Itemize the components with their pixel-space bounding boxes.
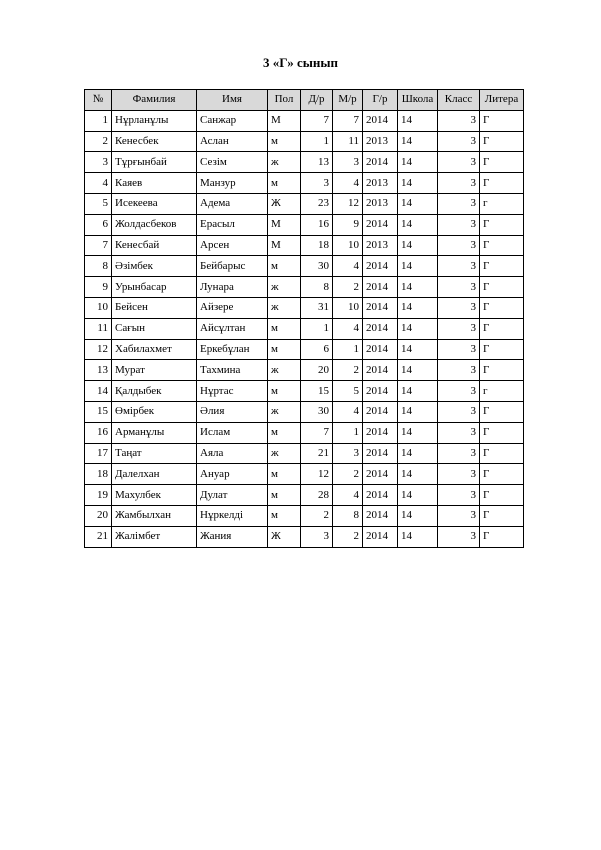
cell-number: 2 (85, 131, 112, 152)
table-row (85, 152, 524, 173)
cell-birth-day: 12 (301, 464, 333, 485)
cell-birth-month: 2 (333, 360, 363, 381)
cell-birth-day: 30 (301, 401, 333, 422)
page-title: 3 «Г» сынып (263, 55, 338, 70)
cell-letter: Г (480, 443, 524, 464)
cell-class: 3 (438, 152, 480, 173)
cell-name: Адема (197, 193, 268, 214)
cell-birth-day: 7 (301, 422, 333, 443)
cell-birth-year: 2014 (363, 256, 398, 277)
cell-surname: Кенесбек (112, 131, 197, 152)
cell-sex: М (268, 110, 301, 131)
cell-class: 3 (438, 526, 480, 547)
cell-sex: м (268, 339, 301, 360)
cell-name: Бейбарыс (197, 256, 268, 277)
cell-number: 16 (85, 422, 112, 443)
cell-class: 3 (438, 131, 480, 152)
cell-school: 14 (398, 381, 438, 402)
cell-class: 3 (438, 173, 480, 194)
cell-class: 3 (438, 464, 480, 485)
cell-sex: м (268, 464, 301, 485)
cell-name: Арсен (197, 235, 268, 256)
cell-name: Лунара (197, 277, 268, 298)
cell-birth-day: 30 (301, 256, 333, 277)
cell-number: 10 (85, 297, 112, 318)
table-row (85, 401, 524, 422)
cell-sex: м (268, 256, 301, 277)
cell-school: 14 (398, 110, 438, 131)
cell-sex: ж (268, 401, 301, 422)
cell-surname: Кенесбай (112, 235, 197, 256)
cell-birth-month: 4 (333, 318, 363, 339)
cell-school: 14 (398, 152, 438, 173)
column-header-birth-year: Г/р (363, 90, 398, 111)
cell-birth-day: 28 (301, 485, 333, 506)
cell-surname: Бейсен (112, 297, 197, 318)
table-row (85, 131, 524, 152)
cell-school: 14 (398, 318, 438, 339)
table-row (85, 381, 524, 402)
cell-letter: Г (480, 235, 524, 256)
cell-name: Санжар (197, 110, 268, 131)
cell-birth-year: 2014 (363, 464, 398, 485)
table-row (85, 339, 524, 360)
cell-letter: Г (480, 131, 524, 152)
cell-birth-year: 2013 (363, 193, 398, 214)
cell-surname: Исекеева (112, 193, 197, 214)
cell-number: 1 (85, 110, 112, 131)
cell-number: 5 (85, 193, 112, 214)
cell-sex: м (268, 131, 301, 152)
cell-surname: Таңат (112, 443, 197, 464)
table-row (85, 485, 524, 506)
cell-school: 14 (398, 193, 438, 214)
cell-birth-day: 3 (301, 173, 333, 194)
cell-class: 3 (438, 193, 480, 214)
cell-name: Ерасыл (197, 214, 268, 235)
cell-birth-month: 3 (333, 443, 363, 464)
cell-class: 3 (438, 485, 480, 506)
cell-surname: Жалімбет (112, 526, 197, 547)
cell-class: 3 (438, 110, 480, 131)
column-header-surname: Фамилия (112, 90, 197, 111)
cell-surname: Өмірбек (112, 401, 197, 422)
cell-sex: м (268, 485, 301, 506)
cell-birth-month: 11 (333, 131, 363, 152)
cell-school: 14 (398, 297, 438, 318)
cell-class: 3 (438, 318, 480, 339)
cell-letter: Г (480, 110, 524, 131)
column-header-letter: Литера (480, 90, 524, 111)
cell-surname: Жамбылхан (112, 505, 197, 526)
cell-birth-day: 23 (301, 193, 333, 214)
cell-birth-month: 4 (333, 485, 363, 506)
cell-birth-year: 2014 (363, 526, 398, 547)
cell-birth-day: 8 (301, 277, 333, 298)
cell-letter: Г (480, 526, 524, 547)
cell-letter: Г (480, 214, 524, 235)
table-row (85, 464, 524, 485)
cell-birth-year: 2014 (363, 401, 398, 422)
cell-number: 13 (85, 360, 112, 381)
cell-number: 15 (85, 401, 112, 422)
cell-school: 14 (398, 173, 438, 194)
cell-school: 14 (398, 256, 438, 277)
cell-class: 3 (438, 339, 480, 360)
cell-birth-day: 16 (301, 214, 333, 235)
cell-name: Ислам (197, 422, 268, 443)
cell-surname: Нұрланұлы (112, 110, 197, 131)
cell-birth-year: 2014 (363, 505, 398, 526)
cell-number: 12 (85, 339, 112, 360)
cell-name: Әлия (197, 401, 268, 422)
column-header-sex: Пол (268, 90, 301, 111)
cell-school: 14 (398, 443, 438, 464)
cell-birth-month: 1 (333, 422, 363, 443)
header-row (85, 90, 524, 111)
cell-name: Сезім (197, 152, 268, 173)
cell-surname: Каяев (112, 173, 197, 194)
cell-letter: Г (480, 297, 524, 318)
cell-number: 9 (85, 277, 112, 298)
cell-letter: Г (480, 318, 524, 339)
cell-name: Айсұлтан (197, 318, 268, 339)
cell-letter: Г (480, 505, 524, 526)
cell-sex: М (268, 214, 301, 235)
cell-class: 3 (438, 214, 480, 235)
cell-number: 8 (85, 256, 112, 277)
cell-surname: Қалдыбек (112, 381, 197, 402)
cell-name: Дулат (197, 485, 268, 506)
cell-name: Жания (197, 526, 268, 547)
cell-class: 3 (438, 360, 480, 381)
cell-birth-month: 4 (333, 256, 363, 277)
cell-letter: Г (480, 360, 524, 381)
cell-birth-day: 21 (301, 443, 333, 464)
column-header-name: Имя (197, 90, 268, 111)
table-row (85, 318, 524, 339)
cell-class: 3 (438, 381, 480, 402)
cell-birth-day: 15 (301, 381, 333, 402)
cell-birth-year: 2014 (363, 422, 398, 443)
cell-surname: Махулбек (112, 485, 197, 506)
cell-birth-year: 2014 (363, 277, 398, 298)
cell-name: Манзур (197, 173, 268, 194)
cell-number: 11 (85, 318, 112, 339)
cell-sex: М (268, 235, 301, 256)
table-row (85, 526, 524, 547)
cell-birth-day: 1 (301, 131, 333, 152)
cell-school: 14 (398, 339, 438, 360)
cell-number: 21 (85, 526, 112, 547)
column-header-birth-day: Д/р (301, 90, 333, 111)
table-row (85, 277, 524, 298)
cell-surname: Мурат (112, 360, 197, 381)
cell-number: 7 (85, 235, 112, 256)
cell-birth-day: 31 (301, 297, 333, 318)
cell-birth-day: 18 (301, 235, 333, 256)
cell-birth-month: 9 (333, 214, 363, 235)
table-row (85, 505, 524, 526)
cell-sex: м (268, 318, 301, 339)
cell-number: 6 (85, 214, 112, 235)
cell-letter: Г (480, 173, 524, 194)
cell-surname: Әзімбек (112, 256, 197, 277)
cell-sex: Ж (268, 193, 301, 214)
cell-birth-day: 2 (301, 505, 333, 526)
cell-letter: г (480, 193, 524, 214)
table-header (85, 90, 524, 111)
cell-class: 3 (438, 422, 480, 443)
cell-birth-year: 2013 (363, 173, 398, 194)
cell-surname: Арманұлы (112, 422, 197, 443)
cell-name: Аслан (197, 131, 268, 152)
cell-school: 14 (398, 277, 438, 298)
cell-birth-day: 7 (301, 110, 333, 131)
cell-birth-month: 4 (333, 401, 363, 422)
cell-number: 20 (85, 505, 112, 526)
cell-birth-year: 2014 (363, 110, 398, 131)
cell-school: 14 (398, 485, 438, 506)
table-row (85, 297, 524, 318)
cell-sex: м (268, 505, 301, 526)
cell-birth-month: 4 (333, 173, 363, 194)
cell-class: 3 (438, 505, 480, 526)
cell-name: Ануар (197, 464, 268, 485)
cell-letter: Г (480, 256, 524, 277)
cell-school: 14 (398, 131, 438, 152)
table-row (85, 256, 524, 277)
cell-school: 14 (398, 505, 438, 526)
cell-birth-month: 2 (333, 464, 363, 485)
cell-sex: ж (268, 152, 301, 173)
cell-sex: м (268, 173, 301, 194)
column-header-birth-month: М/р (333, 90, 363, 111)
table-body (85, 110, 524, 547)
cell-birth-day: 1 (301, 318, 333, 339)
cell-surname: Хабилахмет (112, 339, 197, 360)
cell-name: Нұркелді (197, 505, 268, 526)
table-row (85, 443, 524, 464)
cell-surname: Жолдасбеков (112, 214, 197, 235)
cell-surname: Далелхан (112, 464, 197, 485)
cell-name: Нұртас (197, 381, 268, 402)
column-header-school: Школа (398, 90, 438, 111)
cell-birth-year: 2013 (363, 235, 398, 256)
cell-sex: ж (268, 360, 301, 381)
column-header-number: № (85, 90, 112, 111)
cell-sex: м (268, 422, 301, 443)
cell-class: 3 (438, 277, 480, 298)
cell-birth-month: 2 (333, 526, 363, 547)
cell-birth-year: 2014 (363, 318, 398, 339)
cell-birth-day: 3 (301, 526, 333, 547)
cell-birth-year: 2014 (363, 297, 398, 318)
cell-surname: Урынбасар (112, 277, 197, 298)
cell-birth-month: 2 (333, 277, 363, 298)
cell-name: Айзере (197, 297, 268, 318)
cell-surname: Сағын (112, 318, 197, 339)
cell-sex: м (268, 381, 301, 402)
cell-class: 3 (438, 256, 480, 277)
cell-letter: Г (480, 152, 524, 173)
cell-sex: Ж (268, 526, 301, 547)
column-header-class: Класс (438, 90, 480, 111)
cell-school: 14 (398, 401, 438, 422)
cell-sex: ж (268, 443, 301, 464)
cell-class: 3 (438, 401, 480, 422)
cell-birth-year: 2014 (363, 339, 398, 360)
cell-birth-day: 20 (301, 360, 333, 381)
cell-birth-year: 2014 (363, 152, 398, 173)
cell-number: 18 (85, 464, 112, 485)
cell-class: 3 (438, 297, 480, 318)
cell-number: 4 (85, 173, 112, 194)
cell-class: 3 (438, 443, 480, 464)
cell-letter: Г (480, 401, 524, 422)
cell-school: 14 (398, 422, 438, 443)
cell-birth-year: 2014 (363, 485, 398, 506)
cell-name: Тахмина (197, 360, 268, 381)
cell-birth-month: 7 (333, 110, 363, 131)
table-row (85, 214, 524, 235)
cell-school: 14 (398, 360, 438, 381)
cell-birth-year: 2013 (363, 131, 398, 152)
cell-birth-month: 12 (333, 193, 363, 214)
cell-letter: Г (480, 422, 524, 443)
cell-birth-day: 6 (301, 339, 333, 360)
cell-birth-year: 2014 (363, 360, 398, 381)
cell-school: 14 (398, 214, 438, 235)
cell-school: 14 (398, 464, 438, 485)
cell-birth-year: 2014 (363, 214, 398, 235)
cell-letter: Г (480, 277, 524, 298)
table-row (85, 422, 524, 443)
table-row (85, 173, 524, 194)
cell-birth-month: 1 (333, 339, 363, 360)
cell-name: Аяла (197, 443, 268, 464)
cell-sex: ж (268, 297, 301, 318)
cell-birth-month: 3 (333, 152, 363, 173)
cell-school: 14 (398, 235, 438, 256)
cell-school: 14 (398, 526, 438, 547)
cell-number: 3 (85, 152, 112, 173)
table-row (85, 193, 524, 214)
cell-birth-month: 5 (333, 381, 363, 402)
cell-birth-year: 2014 (363, 443, 398, 464)
cell-birth-month: 8 (333, 505, 363, 526)
student-table (84, 89, 524, 548)
cell-letter: Г (480, 339, 524, 360)
cell-birth-month: 10 (333, 297, 363, 318)
cell-number: 17 (85, 443, 112, 464)
cell-surname: Тұрғынбай (112, 152, 197, 173)
cell-number: 19 (85, 485, 112, 506)
table-row (85, 235, 524, 256)
cell-sex: ж (268, 277, 301, 298)
cell-letter: Г (480, 485, 524, 506)
cell-birth-year: 2014 (363, 381, 398, 402)
cell-class: 3 (438, 235, 480, 256)
table-row (85, 360, 524, 381)
cell-birth-month: 10 (333, 235, 363, 256)
cell-name: Еркебұлан (197, 339, 268, 360)
cell-number: 14 (85, 381, 112, 402)
cell-birth-day: 13 (301, 152, 333, 173)
table-row (85, 110, 524, 131)
cell-letter: Г (480, 464, 524, 485)
cell-letter: г (480, 381, 524, 402)
